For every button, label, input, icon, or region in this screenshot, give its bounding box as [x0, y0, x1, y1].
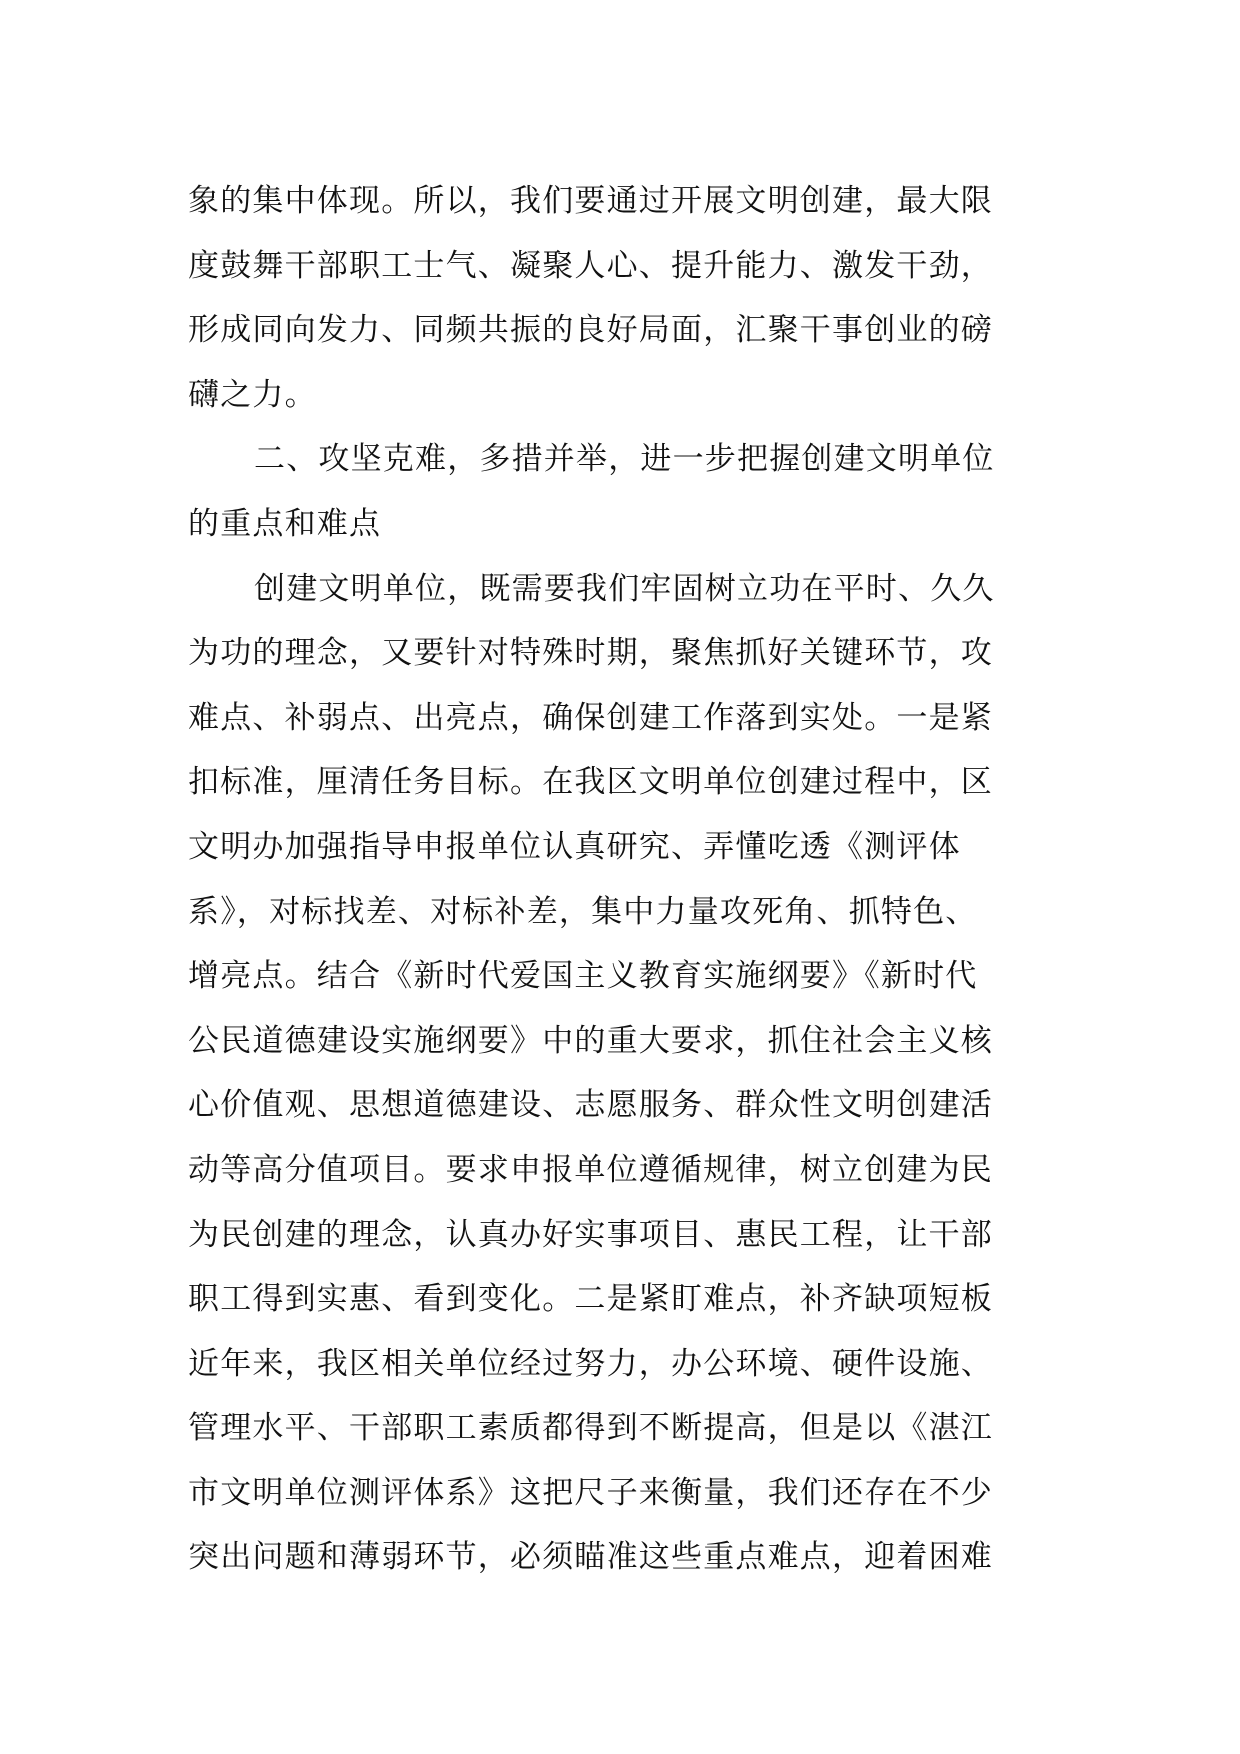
text-line: 职工得到实惠、看到变化。二是紧盯难点，补齐缺项短板 [188, 1281, 993, 1318]
text-line: 近年来，我区相关单位经过努力，办公环境、硬件设施、 [188, 1345, 993, 1382]
text-line: 文明办加强指导申报单位认真研究、弄懂吃透《测评体 [188, 828, 961, 865]
body-text [188, 169, 1068, 1590]
text-line: 增亮点。结合《新时代爱国主义教育实施纲要》《新时代 [188, 958, 978, 995]
text-line: 度鼓舞干部职工士气、凝聚人心、提升能力、激发干劲， [188, 247, 993, 284]
text-line: 系》，对标找差、对标补差，集中力量攻死角、抓特色、 [188, 893, 978, 930]
text-line: 礴之力。 [188, 376, 317, 413]
paragraph-start: 创建文明单位，既需要我们牢固树立功在平时、久久 [254, 570, 995, 607]
section-heading: 二、攻坚克难，多措并举，进一步把握创建文明单位 [254, 441, 995, 478]
text-line: 扣标准，厘清任务目标。在我区文明单位创建过程中，区 [188, 764, 993, 801]
text-line: 动等高分值项目。要求申报单位遵循规律，树立创建为民 [188, 1151, 993, 1188]
text-line: 公民道德建设实施纲要》中的重大要求，抓住社会主义核 [188, 1022, 993, 1059]
text-line: 难点、补弱点、出亮点，确保创建工作落到实处。一是紧 [188, 699, 993, 736]
section-heading-continued: 的重点和难点 [188, 505, 382, 542]
text-line: 形成同向发力、同频共振的良好局面，汇聚干事创业的磅 [188, 312, 993, 349]
text-line: 市文明单位测评体系》这把尺子来衡量，我们还存在不少 [188, 1474, 993, 1511]
text-line: 象的集中体现。所以，我们要通过开展文明创建，最大限 [188, 183, 993, 219]
text-line: 突出问题和薄弱环节，必须瞄准这些重点难点，迎着困难 [188, 1539, 993, 1576]
text-line: 为民创建的理念，认真办好实事项目、惠民工程，让干部 [188, 1216, 993, 1253]
text-line: 为功的理念，又要针对特殊时期，聚焦抓好关键环节，攻 [188, 635, 993, 672]
text-line: 管理水平、干部职工素质都得到不断提高，但是以《湛江 [188, 1410, 993, 1447]
text-line: 心价值观、思想道德建设、志愿服务、群众性文明创建活 [188, 1087, 993, 1124]
